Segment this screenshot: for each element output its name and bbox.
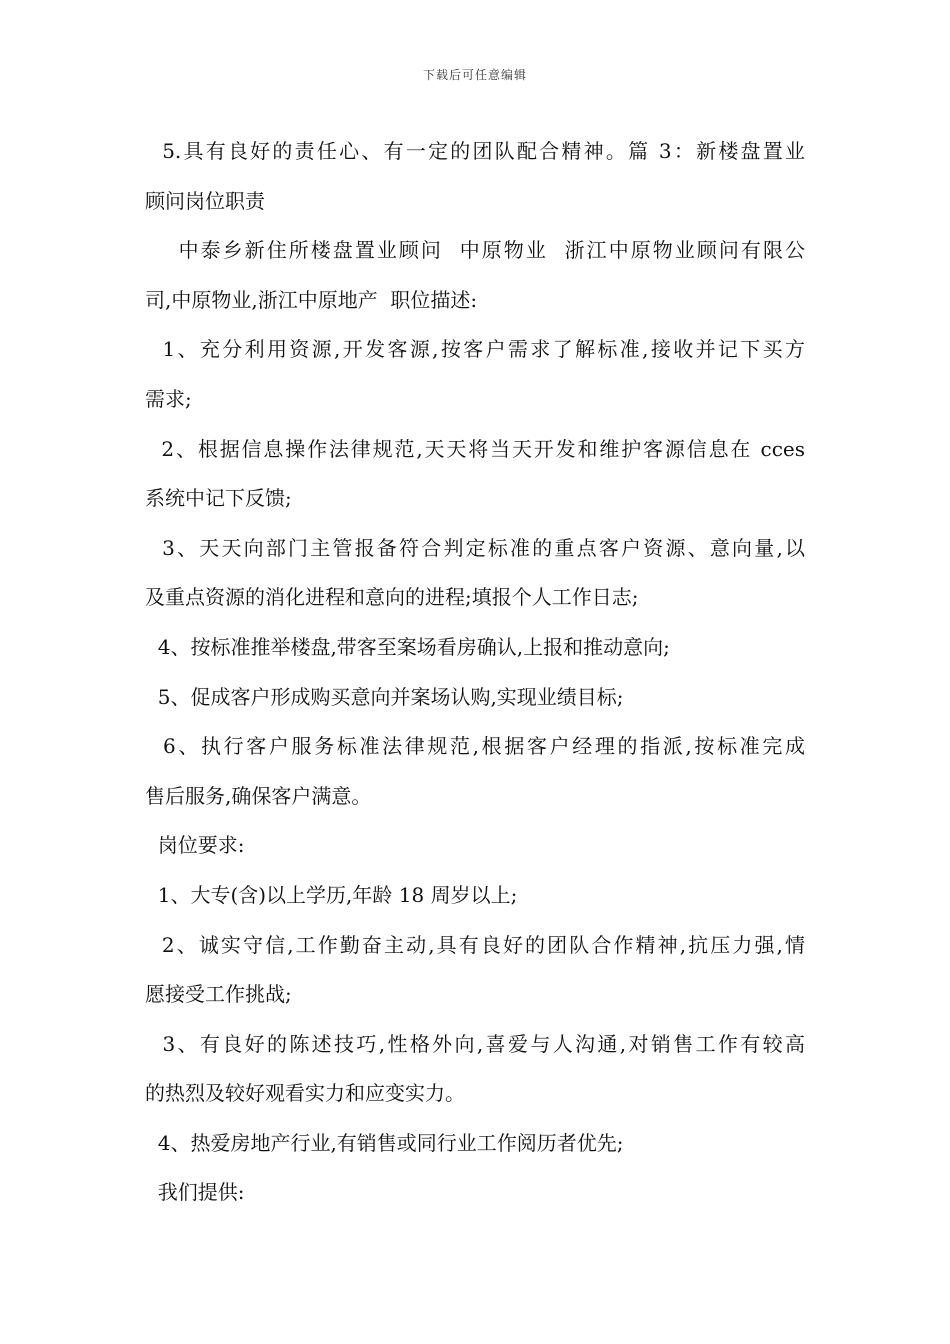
text-line: 岗位要求: [145,833,245,858]
text-line: 5、促成客户形成购买意向并案场认购,实现业绩目标; [145,684,624,709]
text-line: 司,中原物业,浙江中原地产 职位描述: [145,287,478,312]
text-line: 需求; [145,386,192,411]
text-line: 2、根据信息操作法律规范,天天将当天开发和维护客源信息在 cces [145,436,805,461]
text-line: 1、充分利用资源,开发客源,按客户需求了解标准,接收并记下买方 [145,337,806,362]
text-line: 6、执行客户服务标准法律规范,根据客户经理的指派,按标准完成 [145,734,805,759]
text-line: 我们提供: [145,1180,245,1205]
text-line: 3、天天向部门主管报备符合判定标准的重点客户资源、意向量,以 [145,535,805,560]
document-body [145,127,805,1218]
text-line: 系统中记下反馈; [145,486,292,511]
text-line: 售后服务,确保客户满意。 [145,783,372,808]
text-line: 愿接受工作挑战; [145,982,292,1007]
text-line: 3、有良好的陈述技巧,性格外向,喜爱与人沟通,对销售工作有较高 [145,1031,806,1056]
text-line: 及重点资源的消化进程和意向的进程;填报个人工作日志; [145,585,639,610]
text-line: 5.具有良好的责任心、有一定的团队配合精神。篇 3：新楼盘置业 [145,139,806,163]
text-line: 4、热爱房地产行业,有销售或同行业工作阅历者优先; [145,1130,624,1155]
text-line: 2、诚实守信,工作勤奋主动,具有良好的团队合作精神,抗压力强,情 [145,932,805,957]
text-line: 的热烈及较好观看实力和应变实力。 [145,1081,465,1106]
text-line: 中泰乡新住所楼盘置业顾问 中原物业 浙江中原物业顾问有限公 [145,238,805,263]
page-header: 下载后可任意编辑 [422,68,527,82]
text-line: 顾问岗位职责 [145,188,265,213]
text-line: 4、按标准推举楼盘,带客至案场看房确认,上报和推动意向; [145,634,670,659]
text-line: 1、大专(含)以上学历,年龄 18 周岁以上; [145,882,518,907]
